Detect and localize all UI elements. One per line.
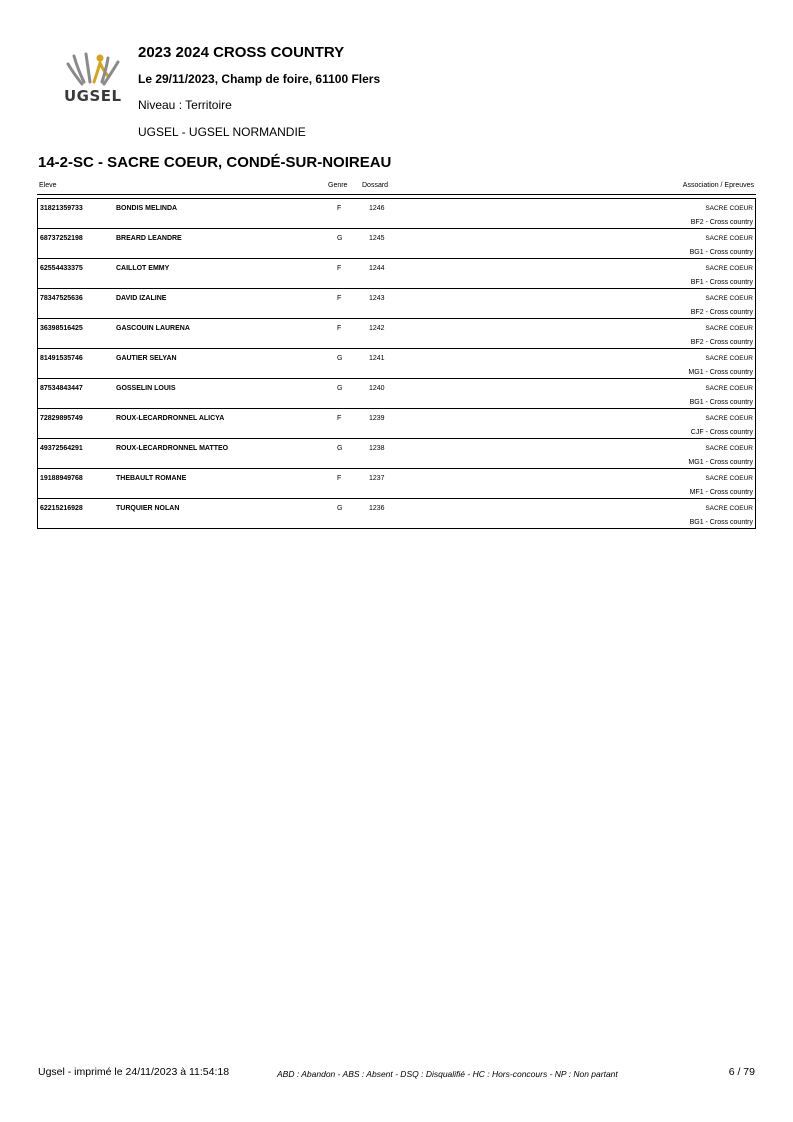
table-row xyxy=(38,408,755,438)
student-name: BONDIS MELINDA xyxy=(116,205,178,212)
student-name: ROUX-LECARDRONNEL ALICYA xyxy=(116,415,225,422)
student-epreuve: BG1 - Cross country xyxy=(689,399,753,406)
student-epreuve: BG1 - Cross country xyxy=(689,519,753,526)
student-epreuve: MG1 - Cross country xyxy=(688,369,753,376)
table-row xyxy=(38,288,755,318)
student-genre: F xyxy=(337,295,342,302)
logo-text: UGSEL xyxy=(64,87,122,105)
student-id: 62554433375 xyxy=(40,265,83,272)
student-name: BREARD LEANDRE xyxy=(116,235,182,242)
table-row xyxy=(38,348,755,378)
student-name: GAUTIER SELYAN xyxy=(116,355,177,362)
student-association: SACRE COEUR xyxy=(705,415,753,422)
student-genre: G xyxy=(337,355,343,362)
student-association: SACRE COEUR xyxy=(705,475,753,482)
student-genre: G xyxy=(337,235,343,242)
student-association: SACRE COEUR xyxy=(705,385,753,392)
student-id: 87534843447 xyxy=(40,385,83,392)
student-association: SACRE COEUR xyxy=(705,355,753,362)
student-name: CAILLOT EMMY xyxy=(116,265,170,272)
print-timestamp: Ugsel - imprimé le 24/11/2023 à 11:54:18 xyxy=(38,1066,230,1078)
student-epreuve: BF2 - Cross country xyxy=(690,219,753,226)
student-id: 62215216928 xyxy=(40,505,83,512)
student-association: SACRE COEUR xyxy=(705,505,753,512)
table-row xyxy=(38,468,755,498)
student-name: DAVID IZALINE xyxy=(116,295,167,302)
student-dossard: 1244 xyxy=(369,265,385,272)
student-id: 68737252198 xyxy=(40,235,83,242)
student-genre: F xyxy=(337,205,342,212)
student-id: 49372564291 xyxy=(40,445,83,452)
student-name: TURQUIER NOLAN xyxy=(116,505,180,512)
student-name: ROUX-LECARDRONNEL MATTEO xyxy=(116,445,229,452)
student-epreuve: BG1 - Cross country xyxy=(689,249,753,256)
student-name: THEBAULT ROMANE xyxy=(116,475,187,482)
student-genre: G xyxy=(337,445,343,452)
table-row xyxy=(38,198,755,228)
document-title: 2023 2024 CROSS COUNTRY xyxy=(138,44,345,61)
student-id: 72829895749 xyxy=(40,415,83,422)
student-name: GOSSELIN LOUIS xyxy=(116,385,176,392)
student-dossard: 1237 xyxy=(369,475,385,482)
student-genre: F xyxy=(337,475,342,482)
student-association: SACRE COEUR xyxy=(705,265,753,272)
student-dossard: 1241 xyxy=(369,355,385,362)
header-dossard: Dossard xyxy=(362,182,389,189)
student-genre: F xyxy=(337,325,342,332)
page-number: 6 / 79 xyxy=(728,1066,755,1078)
event-date-location: Le 29/11/2023, Champ de foire, 61100 Flers xyxy=(138,72,381,86)
student-association: SACRE COEUR xyxy=(705,235,753,242)
participants-table xyxy=(37,178,756,529)
table-header xyxy=(37,178,756,195)
student-id: 81491535746 xyxy=(40,355,83,362)
student-association: SACRE COEUR xyxy=(705,205,753,212)
student-epreuve: BF2 - Cross country xyxy=(690,339,753,346)
school-title: 14-2-SC - SACRE COEUR, CONDÉ-SUR-NOIREAU xyxy=(38,154,392,171)
organisation-label: UGSEL - UGSEL NORMANDIE xyxy=(138,125,306,139)
table-row xyxy=(38,258,755,288)
abbreviation-legend: ABD : Abandon - ABS : Absent - DSQ : Disqualifié - HC : Hors-concours - NP : Non partant xyxy=(277,1069,618,1079)
header-association: Association / Epreuves xyxy=(682,182,754,189)
student-epreuve: CJF - Cross country xyxy=(690,429,753,436)
student-genre: F xyxy=(337,415,342,422)
student-id: 31821359733 xyxy=(40,205,83,212)
student-association: SACRE COEUR xyxy=(705,295,753,302)
student-genre: G xyxy=(337,505,343,512)
student-dossard: 1245 xyxy=(369,235,385,242)
table-row xyxy=(38,378,755,408)
student-association: SACRE COEUR xyxy=(705,325,753,332)
student-dossard: 1236 xyxy=(369,505,385,512)
student-dossard: 1238 xyxy=(369,445,385,452)
level-label: Niveau : Territoire xyxy=(138,98,232,112)
student-epreuve: MG1 - Cross country xyxy=(688,459,753,466)
header-genre: Genre xyxy=(328,182,348,189)
student-genre: F xyxy=(337,265,342,272)
student-dossard: 1243 xyxy=(369,295,385,302)
header-eleve: Eleve xyxy=(39,182,57,189)
student-dossard: 1240 xyxy=(369,385,385,392)
student-genre: G xyxy=(337,385,343,392)
table-row xyxy=(38,318,755,348)
table-row xyxy=(38,438,755,468)
student-epreuve: MF1 - Cross country xyxy=(689,489,753,496)
student-association: SACRE COEUR xyxy=(705,445,753,452)
student-dossard: 1239 xyxy=(369,415,385,422)
student-name: GASCOUIN LAURENA xyxy=(116,325,190,332)
table-row xyxy=(38,498,755,528)
student-epreuve: BF2 - Cross country xyxy=(690,309,753,316)
student-id: 78347525636 xyxy=(40,295,83,302)
table-row xyxy=(38,228,755,258)
student-id: 19188949768 xyxy=(40,475,83,482)
student-dossard: 1242 xyxy=(369,325,385,332)
student-dossard: 1246 xyxy=(369,205,385,212)
student-epreuve: BF1 - Cross country xyxy=(690,279,753,286)
student-id: 36398516425 xyxy=(40,325,83,332)
table-body xyxy=(37,198,756,529)
